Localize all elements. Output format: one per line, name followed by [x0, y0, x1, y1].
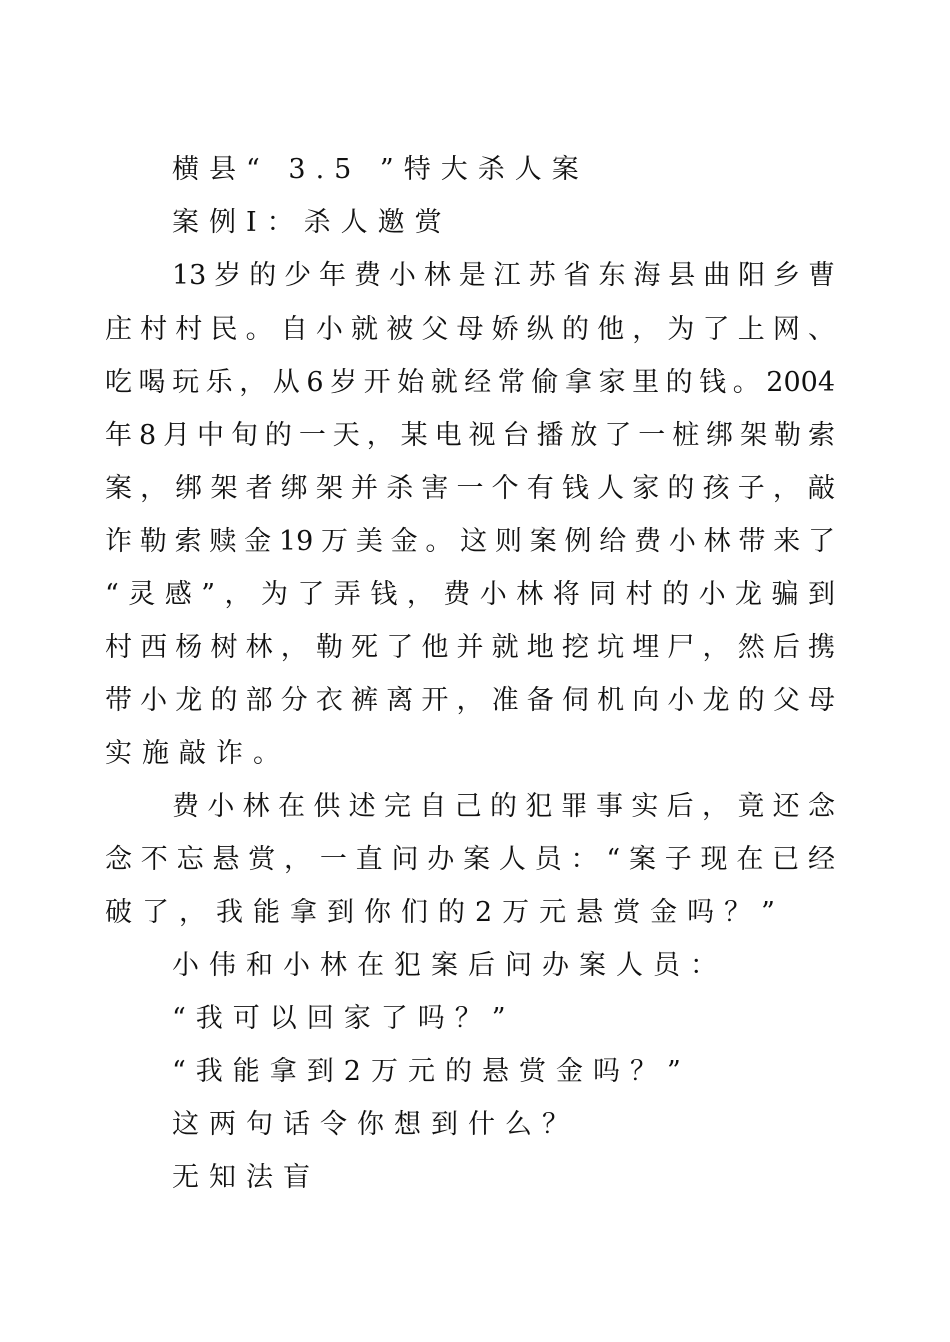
quote-2: “我能拿到2万元的悬赏金吗？”: [172, 1056, 691, 1087]
paragraph1-line-10: 实施敲诈。: [105, 738, 290, 769]
paragraph1-line-4: 年8月中旬的一天，某电视台播放了一桩绑架勒索: [105, 420, 835, 451]
paragraph1-line-6: 诈勒索赎金19万美金。这则案例给费小林带来了: [105, 526, 835, 557]
case-heading: 横县“ 3.5 ”特大杀人案: [172, 154, 589, 185]
reflection-prompt: 这两句话令你想到什么？: [172, 1109, 579, 1140]
paragraph1-line-5: 案，绑架者绑架并杀害一个有钱人家的孩子，敲: [105, 473, 835, 504]
question-intro: 小伟和小林在犯案后问办案人员：: [172, 950, 727, 981]
quote-1: “我可以回家了吗？”: [172, 1003, 516, 1034]
paragraph1-line-1: 13岁的少年费小林是江苏省东海县曲阳乡曹: [172, 260, 835, 291]
paragraph1-line-2: 庄村村民。自小就被父母娇纵的他，为了上网、: [105, 314, 835, 345]
paragraph2-line-2: 念不忘悬赏，一直问办案人员：“案子现在已经: [105, 844, 835, 875]
case-subheading: 案例Ⅰ：杀人邀赏: [172, 207, 452, 238]
answer-line: 无知法盲: [172, 1162, 320, 1193]
paragraph1-line-3: 吃喝玩乐，从6岁开始就经常偷拿家里的钱。2004: [105, 367, 835, 398]
paragraph2-line-1: 费小林在供述完自己的犯罪事实后，竟还念: [172, 791, 835, 822]
paragraph1-line-7: “灵感”，为了弄钱，费小林将同村的小龙骗到: [105, 579, 835, 610]
paragraph2-line-3: 破了，我能拿到你们的2万元悬赏金吗？”: [105, 897, 785, 928]
paragraph1-line-8: 村西杨树林，勒死了他并就地挖坑埋尸，然后携: [105, 632, 835, 663]
paragraph1-line-9: 带小龙的部分衣裤离开，准备伺机向小龙的父母: [105, 685, 835, 716]
